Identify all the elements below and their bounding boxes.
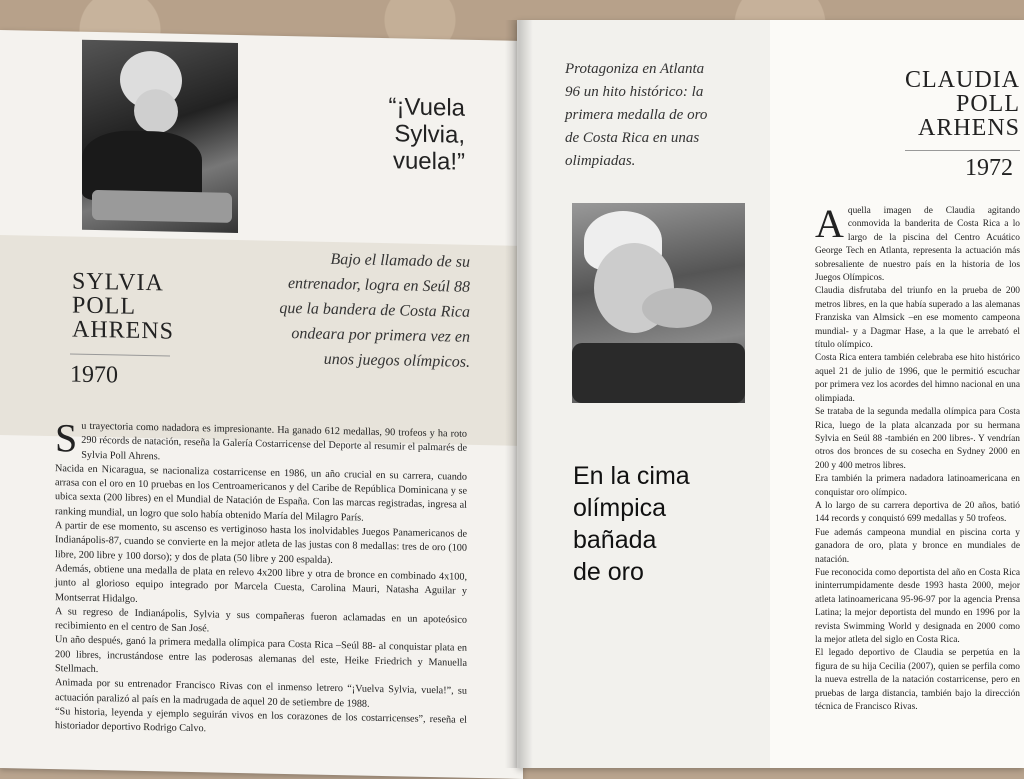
article-paragraph: Animada por su entrenador Francisco Rivas con el inmenso letrero “¡Vuelva Sylvia, vuela!”, su actuación paralizó al país en la madrugada de aquel 20 de setiembre de 1988.	[55, 677, 467, 710]
dropcap: A	[815, 205, 844, 246]
article-paragraph: “Su historia, leyenda y ejemplo seguirán vivos en los corazones de los costarricenses”, reseña el historiador deportivo Rodrigo Calvo.	[55, 706, 467, 735]
intro-line: de Costa Rica en unas	[565, 130, 700, 146]
claudia-article	[815, 205, 1020, 755]
article-paragraph: u trayectoria como nadadora es impresionante. Ha ganado 612 medallas, 90 trofeos y ha roto 290 récords de natación, reseña la Galería Costarricense del Deporte al resumir el palmarés de Sylvia Poll Ahrens.	[81, 420, 467, 462]
sylvia-subtitle	[240, 245, 470, 375]
name-line: AHRENS	[72, 316, 175, 345]
subtitle-line: Bajo el llamado de su	[330, 250, 470, 271]
headline-line: olímpica	[573, 494, 667, 522]
claudia-name	[880, 68, 1020, 140]
headline-line: En la cima	[573, 462, 690, 490]
article-paragraph: Fue además campeona mundial en piscina corta y ganadora de oro, plata y bronce en mundiales de natación.	[815, 527, 1020, 565]
article-paragraph: Costa Rica entera también celebraba ese hito histórico aquel 21 de julio de 1996, que le permitió escuchar por primera vez los acordes del himno nacional en una olimpiada.	[815, 353, 1020, 404]
article-paragraph: Era también la primera nadadora latinoamericana en conquistar oro olímpico.	[815, 474, 1020, 498]
article-paragraph: Además, obtiene una medalla de plata en relevo 4x200 libre y otra de bronce en combinado 4x100, junto al glorioso equipo integrado por Marcela Cuesta, Carolina Mauri, Natasha Aguilar y Montserrat Hidalgo.	[55, 563, 467, 605]
dropcap: S	[55, 415, 78, 461]
name-line: POLL	[72, 292, 136, 320]
article-paragraph: quella imagen de Claudia agitando conmovida la banderita de Costa Rica a lo largo de la piscina del Centro Acuático George Tech en Atlanta, representa la actuación más sobresaliente de nuestro país en la historia de los Juegos Olímpicos.	[815, 206, 1020, 284]
sylvia-year: 1970	[70, 361, 118, 389]
name-line: POLL	[956, 91, 1020, 117]
intro-line: 96 un hito histórico: la	[565, 84, 704, 100]
sylvia-article	[55, 415, 467, 742]
article-paragraph: Nacida en Nicaragua, se nacionaliza costarricense en 1986, un año crucial en su carrera, cuando arrasa con el oro en 10 pruebas en los Centroamericanos y del Caribe de República Dominicana y se ubica sexta (200 libres) en el Mundial de Natación de España. Con las marcas registradas, ingresa al ranking mundial, un logro que solo había obtenido María del Milagro París.	[55, 463, 467, 524]
name-line: SYLVIA	[72, 268, 164, 297]
article-paragraph: Claudia disfrutaba del triunfo en la prueba de 200 metros libres, en la que había superado a las alemanas Franziska van Almsick –en ese momento campeona mundial- y a Dagmar Hase, a la que le arrebató el título olímpico.	[815, 286, 1020, 351]
sylvia-photo	[82, 40, 238, 233]
headline-line: de oro	[573, 558, 644, 586]
name-line: ARHENS	[917, 115, 1020, 141]
subtitle-line: unos juegos olímpicos.	[323, 350, 470, 371]
name-line: CLAUDIA	[905, 67, 1020, 93]
article-paragraph: A su regreso de Indianápolis, Sylvia y sus compañeras fueron aclamadas en un apoteósico recibimiento en el centro de San José.	[55, 606, 467, 635]
sylvia-name	[72, 270, 174, 344]
claudia-intro	[565, 58, 725, 173]
article-paragraph: Fue reconocida como deportista del año en Costa Rica ininterrumpidamente desde 1993 hasta 2000, mejor atleta latinoamericana 95-96-97 por la agencia Prensa Latina; la mejor deportista del mundo en 1996 por la revista Swimming World y designada en 2000 como la mejor atleta del siglo en Costa Rica.	[815, 567, 1020, 645]
article-paragraph: Un año después, ganó la primera medalla olímpica para Costa Rica –Seúl 88- al conquistar plata en 200 libres, incrustándose entre las poderosas alemanas del este, Heike Friedrich y Manuella Stellmach.	[55, 634, 467, 676]
intro-line: olimpiadas.	[565, 153, 636, 169]
quote-line: vuela!”	[392, 147, 465, 176]
subtitle-line: ondeara por primera vez en	[291, 325, 470, 346]
article-paragraph: A partir de ese momento, su ascenso es vertiginoso hasta los inolvidables Juegos Panamericanos de Indianápolis-87, cuando se convierte en la mejor atleta de las justas con 8 medallas: tres de oro (100 libre, 200 libre y 100 dorso); y dos de plata (50 libre y 200 espalda).	[55, 520, 467, 566]
subtitle-line: que la bandera de Costa Rica	[279, 299, 470, 321]
article-paragraph: Se trataba de la segunda medalla olímpica para Costa Rica, luego de la plata alcanzada por su hermana Sylvia en Seúl 88 -también en 200 libres-. Y vendrían otros dos bronces de su cosecha en Sydney 2000 en 200 y 400 metros libres.	[815, 407, 1020, 471]
claudia-headline	[573, 460, 690, 588]
article-paragraph: El legado deportivo de Claudia se perpetúa en la figura de su hija Cecilia (2007), quien se perfila como la nueva estrella de la natación costarricense, pero en pruebas de larga distancia, también bajo la dirección técnica de Francisco Rivas.	[815, 648, 1020, 713]
headline-line: bañada	[573, 526, 657, 554]
claudia-year: 1972	[965, 155, 1013, 181]
intro-line: Protagoniza en Atlanta	[565, 61, 705, 77]
claudia-photo	[572, 203, 745, 403]
name-rule	[905, 150, 1020, 151]
sylvia-quote	[330, 92, 465, 176]
article-paragraph: A lo largo de su carrera deportiva de 20 años, batió 144 records y conquistó 699 medallas y 50 trofeos.	[815, 500, 1020, 525]
book-gutter	[505, 20, 533, 768]
intro-line: primera medalla de oro	[565, 107, 708, 123]
subtitle-line: entrenador, logra en Seúl 88	[287, 275, 470, 296]
quote-line: “¡Vuela	[388, 93, 465, 122]
left-page	[0, 30, 523, 779]
quote-line: Sylvia,	[394, 120, 465, 149]
